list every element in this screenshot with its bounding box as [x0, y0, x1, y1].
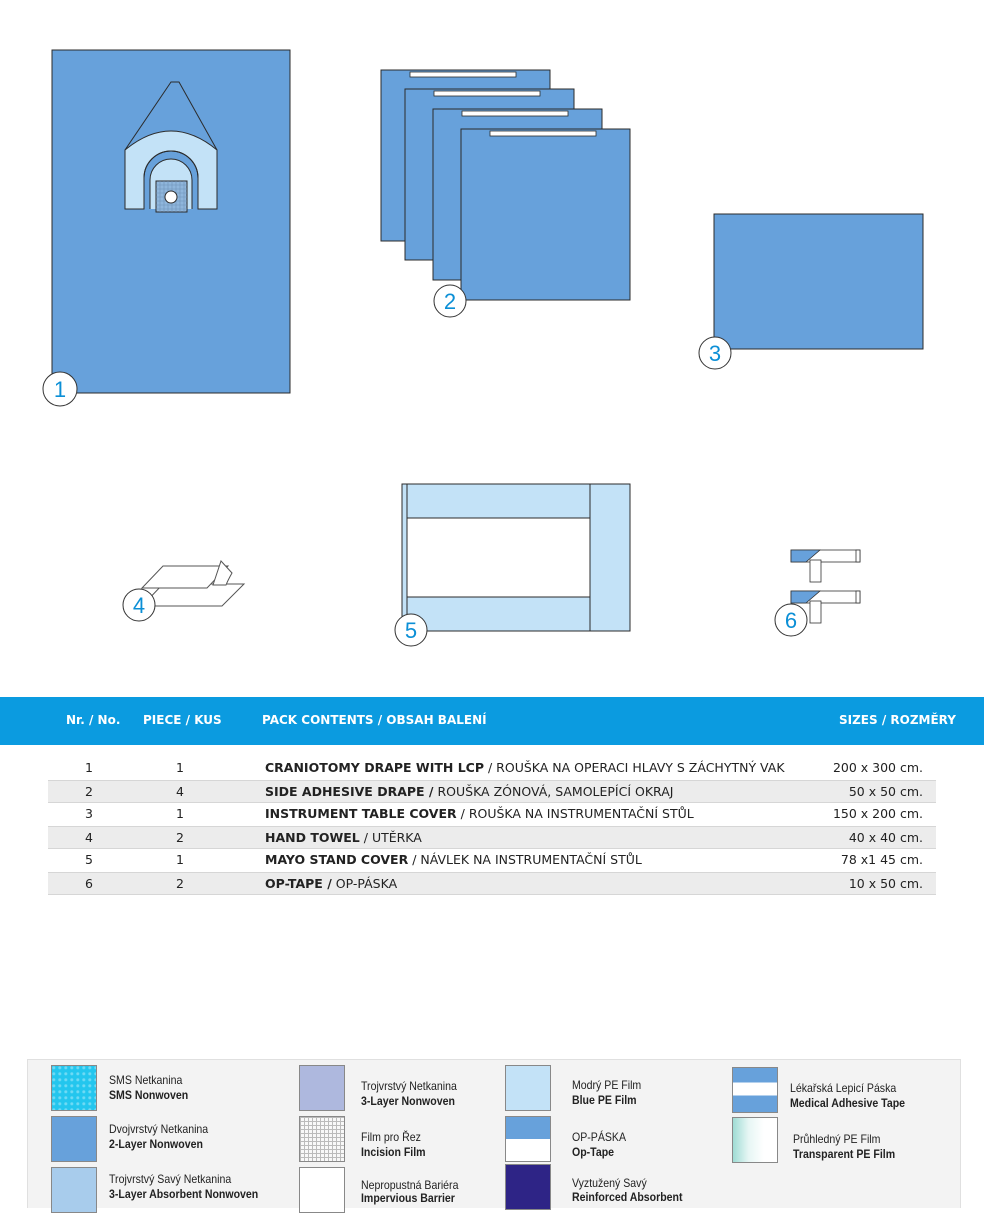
table-header: [0, 697, 984, 745]
cell-size: 10 x 50 cm.: [848, 876, 923, 891]
cell-contents: CRANIOTOMY DRAPE WITH LCP / ROUŠKA NA OPERACI HLAVY S ZÁCHYTNÝ VAK: [265, 760, 785, 775]
table-row: [48, 826, 936, 849]
cell-piece: 2: [176, 876, 184, 891]
legend-item-3-layer: Trojvrstvý Netkanina 3-Layer Nonwoven: [361, 1079, 457, 1108]
table-row: [48, 849, 936, 872]
table-row: [48, 780, 936, 803]
blue-pe-film-swatch: [505, 1065, 551, 1111]
legend-item-medical-adhesive-tape: Lékařská Lepicí Páska Medical Adhesive Tape: [790, 1081, 906, 1110]
pack-contents-table: [48, 757, 936, 895]
legend-item-impervious-barrier: Nepropustná Bariéra Impervious Barrier: [361, 1178, 459, 1205]
header-contents: PACK CONTENTS / OBSAH BALENÍ: [262, 713, 487, 727]
mayo-stand-cover-drawing: [402, 484, 630, 631]
legend-item-blue-pe-film: Modrý PE Film Blue PE Film: [572, 1078, 642, 1107]
cell-piece: 1: [176, 852, 184, 867]
legend-item-sms: SMS Netkanina SMS Nonwoven: [109, 1073, 189, 1102]
cell-contents: HAND TOWEL / UTĚRKA: [265, 830, 422, 845]
op-tape-swatch: [505, 1116, 551, 1162]
cell-contents: SIDE ADHESIVE DRAPE / ROUŠKA ZÓNOVÁ, SAMOLEPÍCÍ OKRAJ: [265, 784, 674, 799]
cell-nr: 4: [85, 830, 93, 845]
cell-size: 50 x 50 cm.: [848, 784, 923, 799]
material-legend: [27, 1059, 961, 1208]
legend-item-transparent-pe-film: Průhledný PE Film Transparent PE Film: [793, 1132, 896, 1161]
craniotomy-drape-drawing: [52, 50, 290, 393]
header-piece: PIECE / KUS: [143, 713, 222, 727]
table-row: [48, 757, 936, 780]
cell-nr: 3: [85, 806, 93, 821]
svg-text:5: 5: [404, 618, 418, 643]
callout-3: [699, 337, 731, 369]
callout-1: [43, 372, 77, 406]
svg-text:4: 4: [132, 593, 146, 618]
incision-film-swatch: [299, 1116, 345, 1162]
side-adhesive-drape-drawing: [381, 70, 630, 300]
callout-5: [395, 614, 427, 646]
svg-text:6: 6: [784, 608, 798, 633]
legend-item-reinforced-absorbent: Vyztužený Savý Reinforced Absorbent: [572, 1176, 683, 1204]
svg-text:3: 3: [708, 341, 722, 366]
three-layer-nonwoven-swatch: [299, 1065, 345, 1111]
two-layer-nonwoven-swatch: [51, 1116, 97, 1162]
callout-4: [123, 589, 155, 621]
cell-contents: INSTRUMENT TABLE COVER / ROUŠKA NA INSTRUMENTAČNÍ STŮL: [265, 806, 694, 821]
cell-size: 200 x 300 cm.: [832, 760, 923, 775]
cell-piece: 1: [176, 760, 184, 775]
callout-6: [775, 604, 807, 636]
cell-size: 150 x 200 cm.: [832, 806, 923, 821]
legend-item-op-tape: OP-PÁSKA Op-Tape: [572, 1130, 626, 1159]
impervious-barrier-swatch: [299, 1167, 345, 1213]
cell-contents: OP-TAPE / OP-PÁSKA: [265, 876, 398, 891]
cell-contents: MAYO STAND COVER / NÁVLEK NA INSTRUMENTAČNÍ STŮL: [265, 852, 642, 867]
three-layer-absorbent-swatch: [51, 1167, 97, 1213]
svg-text:1: 1: [53, 377, 67, 402]
hand-towel-drawing: [142, 561, 244, 606]
svg-text:2: 2: [443, 289, 457, 314]
cell-piece: 1: [176, 806, 184, 821]
cell-size: 78 x1 45 cm.: [840, 852, 923, 867]
sms-nonwoven-swatch: [51, 1065, 97, 1111]
medical-adhesive-tape-swatch: [732, 1067, 778, 1113]
cell-nr: 5: [85, 852, 93, 867]
cell-piece: 2: [176, 830, 184, 845]
header-nr: Nr. / No.: [66, 713, 121, 727]
legend-item-2-layer: Dvojvrstvý Netkanina 2-Layer Nonwoven: [109, 1122, 209, 1151]
cell-piece: 4: [176, 784, 184, 799]
instrument-table-cover-drawing: [714, 214, 923, 349]
legend-item-3-layer-absorbent: Trojvrstvý Savý Netkanina 3-Layer Absorbent Nonwoven: [109, 1172, 259, 1201]
reinforced-absorbent-swatch: [505, 1164, 551, 1210]
table-row: [48, 872, 936, 895]
cell-nr: 6: [85, 876, 93, 891]
cell-nr: 1: [85, 760, 93, 775]
table-row: [48, 803, 936, 826]
legend-item-incision-film: Film pro Řez Incision Film: [361, 1130, 426, 1159]
cell-size: 40 x 40 cm.: [848, 830, 923, 845]
header-sizes: SIZES / ROZMĚRY: [839, 713, 956, 727]
callout-2: [434, 285, 466, 317]
cell-nr: 2: [85, 784, 93, 799]
transparent-pe-film-swatch: [732, 1117, 778, 1163]
